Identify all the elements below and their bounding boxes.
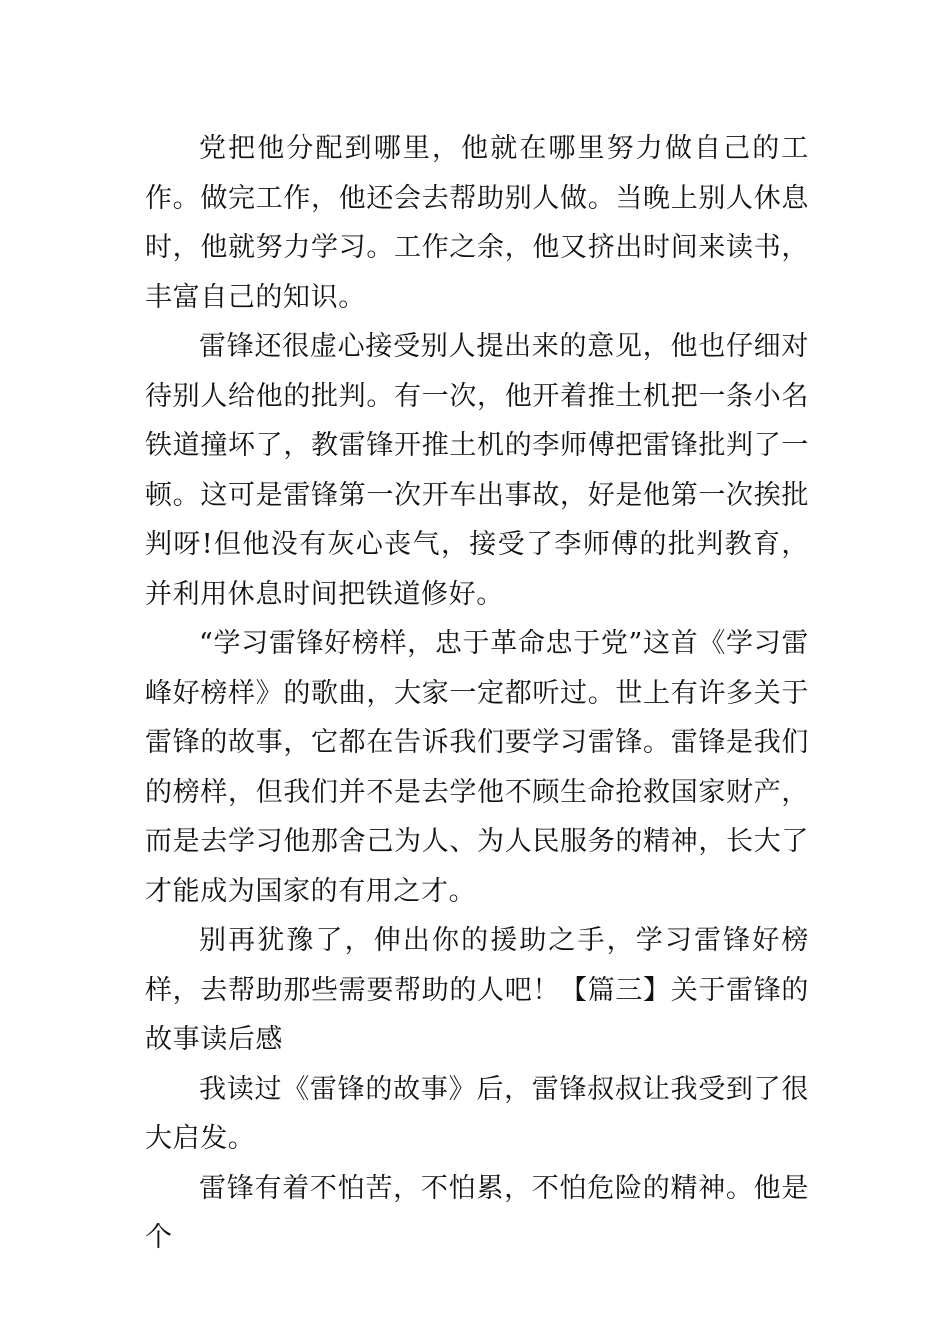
paragraph-4: 别再犹豫了，伸出你的援助之手，学习雷锋好榜样，去帮助那些需要帮助的人吧！【篇三】关于雷锋的故事读后感 — [145, 925, 809, 1055]
paragraph-3: “学习雷锋好榜样，忠于革命忠于党”这首《学习雷峰好榜样》的歌曲，大家一定都听过。世上有许多关于雷锋的故事，它都在告诉我们要学习雷锋。雷锋是我们的榜样，但我们并不是去学他不顾生命抢救国家财产，而是去学习他那舍己为人、为人民服务的精神，长大了才能成为国家的有用之才。 — [145, 628, 809, 907]
paragraph-1: 党把他分配到哪里，他就在哪里努力做自己的工作。做完工作，他还会去帮助别人做。当晚上别人休息时，他就努力学习。工作之余，他又挤出时间来读书，丰富自己的知识。 — [145, 133, 809, 313]
paragraph-2: 雷锋还很虚心接受别人提出来的意见，他也仔细对待别人给他的批判。有一次，他开着推土机把一条小名铁道撞坏了，教雷锋开推土机的李师傅把雷锋批判了一顿。这可是雷锋第一次开车出事故，好是他第一次挨批判呀!但他没有灰心丧气，接受了李师傅的批判教育，并利用休息时间把铁道修好。 — [145, 331, 809, 610]
paragraph-6: 雷锋有着不怕苦，不怕累，不怕危险的精神。他是个 — [145, 1172, 809, 1253]
paragraph-5: 我读过《雷锋的故事》后，雷锋叔叔让我受到了很大启发。 — [145, 1073, 809, 1154]
document-body — [145, 124, 809, 1263]
